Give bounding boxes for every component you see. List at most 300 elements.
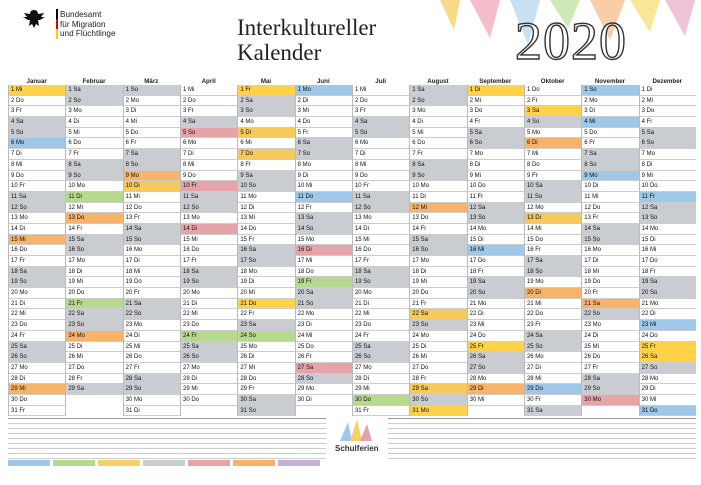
month-header-oktober: Oktober xyxy=(540,78,565,85)
day-cell: 15 Do xyxy=(525,235,581,246)
day-cell: 7 Di xyxy=(181,149,237,160)
day-cell: 28 Mo xyxy=(468,374,524,385)
day-cell: 21 Mo xyxy=(640,299,696,310)
day-cell: 3 Fr xyxy=(181,106,237,117)
day-cell: 26 Sa xyxy=(640,352,696,363)
day-cell: 22 Sa xyxy=(66,309,122,320)
day-cell: 23 Mo xyxy=(124,320,180,331)
day-cell: 22 Mo xyxy=(296,309,352,320)
day-cell: 12 So xyxy=(353,203,409,214)
month-column-september xyxy=(467,85,524,416)
day-cell: 3 Sa xyxy=(525,106,581,117)
day-cell: 8 Mi xyxy=(353,160,409,171)
day-cell: 16 Do xyxy=(353,245,409,256)
day-cell: 4 Sa xyxy=(353,117,409,128)
day-cell: 6 Fr xyxy=(582,138,638,149)
day-cell: 16 So xyxy=(410,245,466,256)
month-headers xyxy=(8,78,696,85)
day-cell: 2 Do xyxy=(181,96,237,107)
day-cell: 24 Sa xyxy=(525,331,581,342)
day-cell: 25 Fr xyxy=(640,342,696,353)
day-cell: 1 Sa xyxy=(410,85,466,96)
day-cell: 18 Mi xyxy=(582,267,638,278)
month-header-april: April xyxy=(201,78,216,85)
day-cell: 6 Mo xyxy=(181,138,237,149)
day-cell: 15 Mi xyxy=(181,235,237,246)
day-cell: 15 So xyxy=(582,235,638,246)
day-cell: 9 Mi xyxy=(468,171,524,182)
day-cell: 13 So xyxy=(468,213,524,224)
day-cell: 20 Fr xyxy=(582,288,638,299)
day-cell: 17 Mo xyxy=(66,256,122,267)
day-cell: 21 Sa xyxy=(124,299,180,310)
day-cell: 3 Di xyxy=(124,106,180,117)
day-cell: 25 Mi xyxy=(124,342,180,353)
day-cell: 23 Fr xyxy=(525,320,581,331)
day-cell: 28 Fr xyxy=(66,374,122,385)
day-cell: 8 Mi xyxy=(181,160,237,171)
day-cell: 1 Sa xyxy=(66,85,122,96)
day-cell: 29 So xyxy=(582,384,638,395)
day-cell: 20 Fr xyxy=(124,288,180,299)
day-cell: 18 So xyxy=(525,267,581,278)
day-cell: 27 Fr xyxy=(582,363,638,374)
day-cell: 9 Mo xyxy=(124,171,180,182)
day-cell: 21 Di xyxy=(353,299,409,310)
day-cell: 1 Do xyxy=(525,85,581,96)
month-column-juli xyxy=(352,85,409,416)
day-cell: 29 Di xyxy=(468,384,524,395)
day-cell: 18 Di xyxy=(66,267,122,278)
day-cell: 1 Mi xyxy=(353,85,409,96)
day-cell: 17 Fr xyxy=(9,256,65,267)
day-cell: 27 Mo xyxy=(9,363,65,374)
day-cell: 4 Sa xyxy=(9,117,65,128)
legend-swatch xyxy=(143,460,185,466)
day-cell: 17 Mo xyxy=(410,256,466,267)
day-cell: 29 Mo xyxy=(296,384,352,395)
day-cell: 31 Fr xyxy=(9,406,65,417)
day-cell: 20 Do xyxy=(410,288,466,299)
day-cell: 14 Di xyxy=(353,224,409,235)
day-cell: 15 Mi xyxy=(353,235,409,246)
day-cell: 29 Sa xyxy=(410,384,466,395)
day-cell: 8 Mi xyxy=(9,160,65,171)
day-cell: 13 Di xyxy=(525,213,581,224)
holiday-table-right xyxy=(388,418,696,457)
day-cell: 22 Mi xyxy=(9,309,65,320)
day-cell: 13 Mo xyxy=(181,213,237,224)
day-cell: 3 Fr xyxy=(9,106,65,117)
day-cell: 4 So xyxy=(525,117,581,128)
day-cell: 7 Di xyxy=(9,149,65,160)
day-cell: 9 Mo xyxy=(582,171,638,182)
day-cell: 31 Sa xyxy=(525,406,581,417)
month-column-januar xyxy=(8,85,65,416)
month-header-januar: Januar xyxy=(26,78,47,85)
day-cell: 25 Sa xyxy=(9,342,65,353)
day-cell: 20 Sa xyxy=(296,288,352,299)
day-cell: 19 Mo xyxy=(525,277,581,288)
title-line1: Interkultureller xyxy=(237,15,377,40)
day-cell: 18 Sa xyxy=(9,267,65,278)
day-cell: 19 Mi xyxy=(66,277,122,288)
day-cell: 9 So xyxy=(410,171,466,182)
day-cell: 16 Mo xyxy=(582,245,638,256)
day-cell: 30 Mo xyxy=(582,395,638,406)
day-cell: 30 Do xyxy=(9,395,65,406)
day-cell: 31 So xyxy=(238,406,294,417)
day-cell: 19 Do xyxy=(124,277,180,288)
day-cell: 15 Mi xyxy=(9,235,65,246)
month-header-juni: Juni xyxy=(316,78,330,85)
day-cell: 19 Sa xyxy=(468,277,524,288)
day-cell: 11 Fr xyxy=(468,192,524,203)
day-cell: 7 Fr xyxy=(410,149,466,160)
day-cell: 27 Mo xyxy=(181,363,237,374)
day-cell: 3 Mo xyxy=(410,106,466,117)
day-cell: 5 Sa xyxy=(640,128,696,139)
day-cell: 2 Do xyxy=(353,96,409,107)
holiday-table-left xyxy=(8,418,326,457)
day-cell: 6 Do xyxy=(66,138,122,149)
legend-swatch xyxy=(8,460,50,466)
day-cell: 23 Mi xyxy=(468,320,524,331)
day-cell: 1 Mi xyxy=(181,85,237,96)
day-cell: 12 Do xyxy=(124,203,180,214)
day-cell: 12 Sa xyxy=(640,203,696,214)
day-cell: 3 Fr xyxy=(353,106,409,117)
day-cell: 3 Mi xyxy=(296,106,352,117)
month-column-august xyxy=(409,85,466,416)
org-line1: Bundesamt xyxy=(60,10,102,19)
day-cell: 7 Sa xyxy=(124,149,180,160)
day-cell: 2 Mi xyxy=(468,96,524,107)
day-cell: 2 So xyxy=(66,96,122,107)
day-cell: 17 Sa xyxy=(525,256,581,267)
day-cell: 12 Mi xyxy=(410,203,466,214)
day-cell: 26 Sa xyxy=(468,352,524,363)
day-cell: 10 Do xyxy=(468,181,524,192)
day-cell: 10 So xyxy=(238,181,294,192)
day-cell: 11 Di xyxy=(410,192,466,203)
day-cell: 16 Fr xyxy=(525,245,581,256)
day-cell: 20 Di xyxy=(525,288,581,299)
day-cell: 14 Di xyxy=(9,224,65,235)
day-cell: 19 So xyxy=(353,277,409,288)
day-cell: 19 So xyxy=(9,277,65,288)
day-cell: 14 Sa xyxy=(124,224,180,235)
day-cell: 14 Fr xyxy=(66,224,122,235)
day-cell: 30 Di xyxy=(296,395,352,406)
day-cell: 24 So xyxy=(238,331,294,342)
day-cell: 22 Di xyxy=(468,309,524,320)
day-cell: 20 Mo xyxy=(181,288,237,299)
day-cell: 18 Di xyxy=(410,267,466,278)
day-cell: 11 Mi xyxy=(582,192,638,203)
day-cell: 30 Do xyxy=(181,395,237,406)
day-cell: 5 Do xyxy=(582,128,638,139)
day-cell: 5 Fr xyxy=(296,128,352,139)
day-cell: 10 Mi xyxy=(296,181,352,192)
day-cell: 27 So xyxy=(468,363,524,374)
day-cell: 6 So xyxy=(468,138,524,149)
day-cell: 11 Do xyxy=(296,192,352,203)
day-cell: 12 Fr xyxy=(296,203,352,214)
header xyxy=(0,0,701,76)
day-cell: 16 Sa xyxy=(238,245,294,256)
month-column-mai xyxy=(237,85,294,416)
day-cell: 9 Do xyxy=(181,171,237,182)
day-cell: 8 Do xyxy=(525,160,581,171)
month-column-märz xyxy=(123,85,180,416)
day-cell: 23 Do xyxy=(9,320,65,331)
day-cell: 6 Mi xyxy=(238,138,294,149)
day-cell: 25 Do xyxy=(296,342,352,353)
day-cell: 17 Fr xyxy=(353,256,409,267)
day-cell: 29 Di xyxy=(640,384,696,395)
day-cell: 2 Do xyxy=(9,96,65,107)
month-header-november: November xyxy=(594,78,626,85)
day-cell: 25 So xyxy=(525,342,581,353)
day-cell: 31 Di xyxy=(124,406,180,417)
day-cell: 26 So xyxy=(181,352,237,363)
day-cell: 14 So xyxy=(296,224,352,235)
day-cell: 3 So xyxy=(238,106,294,117)
day-cell: 2 Di xyxy=(296,96,352,107)
day-cell: 23 So xyxy=(66,320,122,331)
day-cell: 26 Fr xyxy=(296,352,352,363)
legend-swatch xyxy=(233,460,275,466)
day-cell: 14 Mi xyxy=(525,224,581,235)
day-cell: 17 Fr xyxy=(181,256,237,267)
day-cell: 16 Do xyxy=(9,245,65,256)
day-cell: 10 Di xyxy=(124,181,180,192)
day-cell: 29 So xyxy=(124,384,180,395)
day-cell: 15 Sa xyxy=(410,235,466,246)
day-columns xyxy=(8,85,696,416)
day-cell: 22 Do xyxy=(525,309,581,320)
day-cell: 12 Mo xyxy=(525,203,581,214)
day-cell: 19 Sa xyxy=(640,277,696,288)
day-cell: 18 Sa xyxy=(181,267,237,278)
day-cell: 8 Di xyxy=(468,160,524,171)
day-cell: 5 So xyxy=(353,128,409,139)
day-cell: 26 Di xyxy=(238,352,294,363)
day-cell: 20 So xyxy=(640,288,696,299)
day-cell: 29 Fr xyxy=(238,384,294,395)
day-cell: 27 Do xyxy=(410,363,466,374)
day-cell: 1 Fr xyxy=(238,85,294,96)
day-cell: 2 Mo xyxy=(582,96,638,107)
day-cell: 10 Di xyxy=(582,181,638,192)
day-cell: 27 Do xyxy=(66,363,122,374)
page-title xyxy=(237,15,376,65)
day-cell: 23 Do xyxy=(181,320,237,331)
legend-swatch xyxy=(98,460,140,466)
day-cell: 9 Sa xyxy=(238,171,294,182)
day-cell: 7 Fr xyxy=(66,149,122,160)
day-cell: 13 Fr xyxy=(124,213,180,224)
day-cell: 28 Do xyxy=(238,374,294,385)
day-cell: 8 So xyxy=(124,160,180,171)
day-cell: 29 Do xyxy=(525,384,581,395)
day-cell: 24 Fr xyxy=(353,331,409,342)
day-cell: 18 Fr xyxy=(640,267,696,278)
day-cell: 3 Do xyxy=(468,106,524,117)
day-cell: 25 Mi xyxy=(582,342,638,353)
day-cell: 2 So xyxy=(410,96,466,107)
day-cell: 28 Di xyxy=(353,374,409,385)
day-cell: 24 Fr xyxy=(181,331,237,342)
day-cell: 28 Sa xyxy=(582,374,638,385)
org-line3: und Flüchtlinge xyxy=(60,29,116,38)
day-cell: 28 Sa xyxy=(124,374,180,385)
day-cell: 21 Mi xyxy=(525,299,581,310)
day-cell: 8 So xyxy=(582,160,638,171)
month-column-juni xyxy=(295,85,352,416)
day-cell: 22 Mi xyxy=(353,309,409,320)
day-cell: 21 Do xyxy=(238,299,294,310)
day-cell: 24 Mo xyxy=(66,331,122,342)
day-cell: 20 Mo xyxy=(353,288,409,299)
day-cell: 22 So xyxy=(582,309,638,320)
day-cell: 19 Do xyxy=(582,277,638,288)
day-cell: 27 Mi xyxy=(238,363,294,374)
day-cell: 19 So xyxy=(181,277,237,288)
day-cell: 13 Mo xyxy=(353,213,409,224)
day-cell: 20 Mo xyxy=(9,288,65,299)
day-cell: 12 Do xyxy=(582,203,638,214)
day-cell: 4 Di xyxy=(66,117,122,128)
month-header-august: August xyxy=(427,78,449,85)
day-cell: 26 So xyxy=(9,352,65,363)
day-cell: 9 Do xyxy=(9,171,65,182)
day-cell: 27 Di xyxy=(525,363,581,374)
day-cell: 28 Fr xyxy=(410,374,466,385)
day-cell: 17 Di xyxy=(124,256,180,267)
day-cell: 11 Sa xyxy=(9,192,65,203)
day-cell: 21 Fr xyxy=(410,299,466,310)
day-cell: 1 So xyxy=(124,85,180,96)
day-cell: 30 Mi xyxy=(640,395,696,406)
day-cell: 8 Fr xyxy=(238,160,294,171)
school-holidays-section xyxy=(8,412,696,472)
day-cell: 6 Do xyxy=(410,138,466,149)
legend-swatch xyxy=(188,460,230,466)
day-cell: 18 Mo xyxy=(238,267,294,278)
day-cell: 21 Di xyxy=(181,299,237,310)
day-cell: 23 Mo xyxy=(582,320,638,331)
day-cell: 15 Mo xyxy=(296,235,352,246)
day-cell: 23 Mi xyxy=(640,320,696,331)
day-cell: 11 Fr xyxy=(640,192,696,203)
day-cell: 4 Mi xyxy=(124,117,180,128)
day-cell: 22 So xyxy=(124,309,180,320)
day-cell: 2 Fr xyxy=(525,96,581,107)
day-cell: 31 Fr xyxy=(353,406,409,417)
year: 2020 xyxy=(515,11,627,71)
day-cell: 28 Di xyxy=(181,374,237,385)
org-name xyxy=(60,10,116,39)
day-cell: 19 Fr xyxy=(296,277,352,288)
day-cell: 4 Do xyxy=(296,117,352,128)
day-cell: 5 Sa xyxy=(468,128,524,139)
day-cell: 28 Di xyxy=(9,374,65,385)
day-cell: 23 Do xyxy=(353,320,409,331)
day-cell: 22 Fr xyxy=(238,309,294,320)
day-cell: 4 Fr xyxy=(640,117,696,128)
day-cell: 10 Fr xyxy=(353,181,409,192)
day-cell: 25 Di xyxy=(66,342,122,353)
day-cell: 22 Sa xyxy=(410,309,466,320)
day-cell: 29 Mi xyxy=(9,384,65,395)
day-cell: 26 Mi xyxy=(66,352,122,363)
day-cell: 28 Mo xyxy=(640,374,696,385)
day-cell: 15 So xyxy=(124,235,180,246)
day-cell: 1 Mo xyxy=(296,85,352,96)
day-cell: 4 Fr xyxy=(468,117,524,128)
day-cell: 21 Mo xyxy=(468,299,524,310)
day-cell: 10 Sa xyxy=(525,181,581,192)
day-cell: 20 Do xyxy=(66,288,122,299)
day-cell: 13 Fr xyxy=(582,213,638,224)
school-holidays-label: Schulferien xyxy=(335,444,379,453)
day-cell: 20 Mi xyxy=(238,288,294,299)
day-cell: 15 Fr xyxy=(238,235,294,246)
month-column-november xyxy=(581,85,638,416)
month-header-september: September xyxy=(479,78,512,85)
day-cell: 25 Sa xyxy=(353,342,409,353)
day-cell: 30 Do xyxy=(353,395,409,406)
day-cell: 18 Do xyxy=(296,267,352,278)
day-cell: 17 So xyxy=(238,256,294,267)
day-cell: 1 Di xyxy=(468,85,524,96)
day-cell: 7 Do xyxy=(238,149,294,160)
day-cell: 2 Mo xyxy=(124,96,180,107)
day-cell: 8 Di xyxy=(640,160,696,171)
month-header-märz: März xyxy=(144,78,159,85)
day-cell: 7 Mo xyxy=(640,149,696,160)
day-cell: 4 Mo xyxy=(238,117,294,128)
day-cell: 25 Di xyxy=(410,342,466,353)
day-cell: 9 Do xyxy=(353,171,409,182)
day-cell: 16 So xyxy=(66,245,122,256)
day-cell: 24 Di xyxy=(582,331,638,342)
title-line2: Kalender xyxy=(237,40,322,65)
day-cell: 10 Fr xyxy=(9,181,65,192)
day-cell: 3 Mo xyxy=(66,106,122,117)
day-cell: 18 Mi xyxy=(124,267,180,278)
legend xyxy=(8,460,320,466)
day-cell: 11 So xyxy=(525,192,581,203)
day-cell: 23 So xyxy=(410,320,466,331)
day-cell: 5 Di xyxy=(238,128,294,139)
day-cell: 26 Mi xyxy=(410,352,466,363)
month-column-oktober xyxy=(524,85,581,416)
day-cell: 9 Mi xyxy=(640,171,696,182)
day-cell: 26 So xyxy=(353,352,409,363)
day-cell: 18 Fr xyxy=(468,267,524,278)
day-cell: 31 Do xyxy=(640,406,696,417)
day-cell: 10 Mo xyxy=(66,181,122,192)
day-cell: 29 Mi xyxy=(181,384,237,395)
day-cell: 12 So xyxy=(181,203,237,214)
day-cell: 30 Mo xyxy=(124,395,180,406)
day-cell: 16 Do xyxy=(181,245,237,256)
day-cell: 6 Di xyxy=(525,138,581,149)
month-column-april xyxy=(180,85,237,416)
